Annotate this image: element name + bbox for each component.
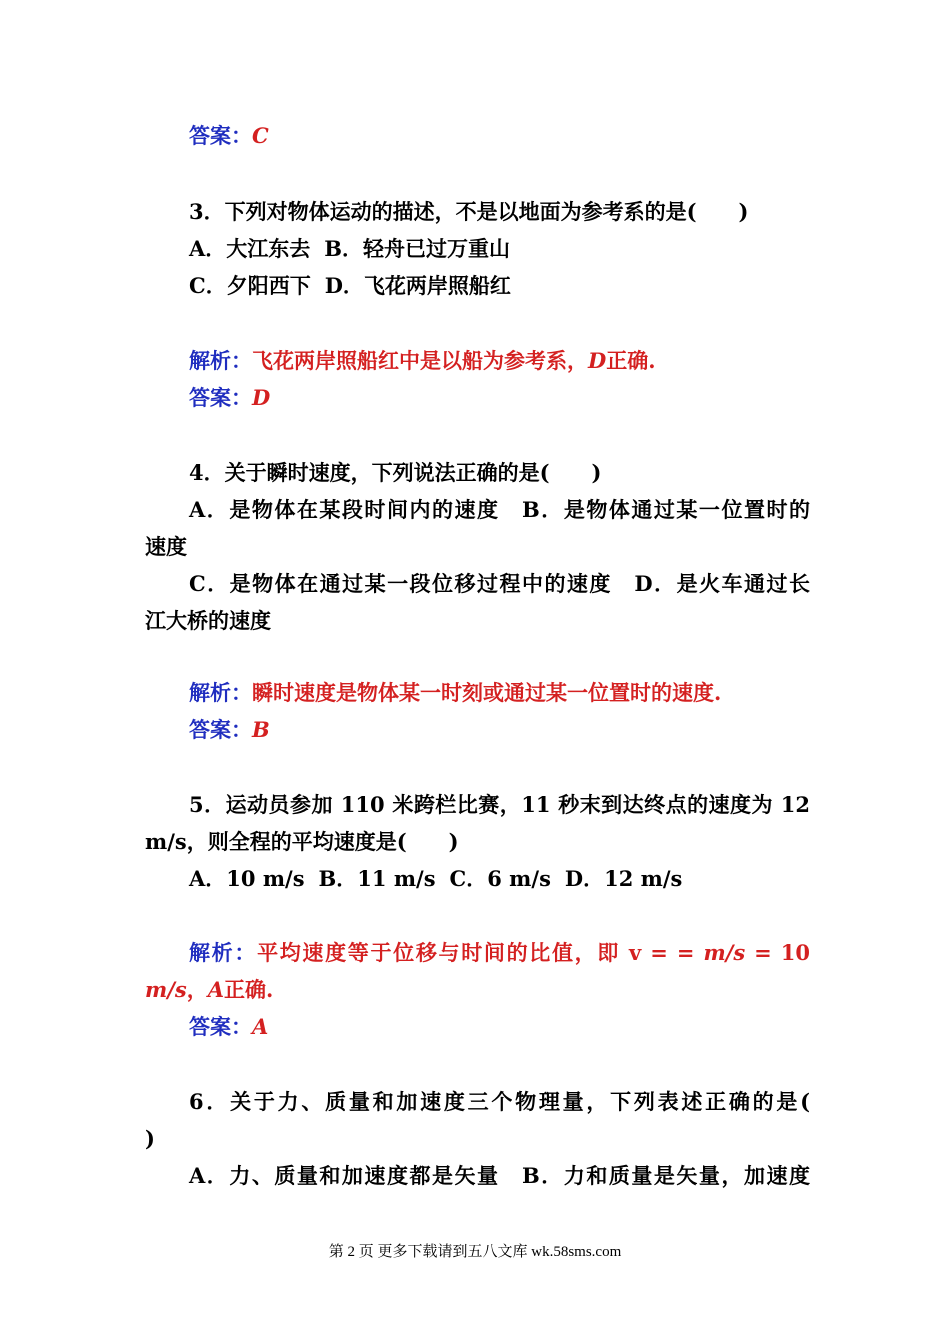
q5-options [189, 865, 810, 893]
q3-analysis [189, 347, 810, 375]
q3-analysis-text: 飞花两岸照船红中是以船为参考系， [252, 348, 588, 373]
q4-options-ab-line2: 速度 [145, 534, 187, 559]
q4-analysis-label: 解析： [189, 680, 252, 705]
q4-analysis [189, 679, 810, 707]
q5-analysis-line2-mid: ， [186, 977, 208, 1002]
q5-analysis-line2-tail: 正确. [224, 977, 274, 1002]
q3-answer-label: 答案： [189, 385, 252, 410]
q5-option-b: B．11 m/s [318, 866, 436, 891]
q3-analysis-tail: 正确. [606, 348, 656, 373]
q3-options-ab [189, 235, 810, 263]
q3-analysis-label: 解析： [189, 348, 252, 373]
q3-options-cd [189, 272, 810, 300]
q4-options-cd-line1: C．是物体在通过某一段位移过程中的速度 D．是火车通过长 [189, 571, 810, 596]
q5-stem-line1: 5．运动员参加 110 米跨栏比赛，11 秒末到达终点的速度为 12 [189, 792, 810, 817]
q3-answer [189, 384, 810, 412]
q3-option-a: A．大江东去 [189, 236, 311, 261]
q4-options-ab-line1: A．是物体在某段时间内的速度 B．是物体通过某一位置时的 [189, 497, 810, 522]
q5-analysis-line2-unit: m/s [145, 977, 187, 1002]
q5-analysis-unit: m/s [703, 940, 746, 965]
q4-answer-value: B [252, 717, 270, 742]
q2-answer-label: 答案： [189, 123, 252, 148]
page-footer: 第 2 页 更多下载请到五八文库 wk.58sms.com [328, 1244, 622, 1260]
q3-analysis-letter: D [588, 348, 607, 373]
q5-option-c: C．6 m/s [449, 866, 551, 891]
q4-analysis-text: 瞬时速度是物体某一时刻或通过某一位置时的速度. [252, 680, 722, 705]
q5-stem-line2: m/s，则全程的平均速度是( ) [145, 829, 459, 854]
q3-answer-value: D [252, 385, 271, 410]
q5-analysis-line2-letter: A [207, 977, 225, 1002]
q3-stem: 3．下列对物体运动的描述，不是以地面为参考系的是( ) [189, 199, 749, 224]
q5-answer [189, 1013, 810, 1041]
q5-analysis-label: 解析： [189, 940, 258, 965]
q5-analysis-text: 平均速度等于位移与时间的比值，即 v = = [257, 940, 704, 965]
q5-analysis-line2 [145, 976, 810, 1004]
q6-stem-line2: ) [145, 1126, 155, 1151]
q5-answer-value: A [252, 1014, 269, 1039]
q4-options-cd-line2: 江大桥的速度 [145, 608, 271, 633]
q4-stem: 4．关于瞬时速度，下列说法正确的是( ) [189, 460, 602, 485]
q5-answer-label: 答案： [189, 1014, 252, 1039]
q2-answer-value: C [252, 123, 269, 148]
q5-option-a: A．10 m/s [189, 866, 305, 891]
q3-option-c: C．夕阳西下 [189, 273, 311, 298]
q3-option-d: D．飞花两岸照船红 [324, 273, 511, 298]
q6-options-line1: A．力、质量和加速度都是矢量 B．力和质量是矢量，加速度 [189, 1163, 810, 1188]
q5-option-d: D．12 m/s [564, 866, 683, 891]
q2-answer [189, 122, 810, 150]
q5-analysis-value: = 10 [745, 940, 810, 965]
q4-answer [189, 716, 810, 744]
q4-answer-label: 答案： [189, 717, 252, 742]
q5-analysis-line1 [189, 939, 810, 967]
q6-stem-line1: 6．关于力、质量和加速度三个物理量，下列表述正确的是( [189, 1089, 810, 1114]
q3-option-b: B．轻舟已过万重山 [324, 236, 511, 261]
